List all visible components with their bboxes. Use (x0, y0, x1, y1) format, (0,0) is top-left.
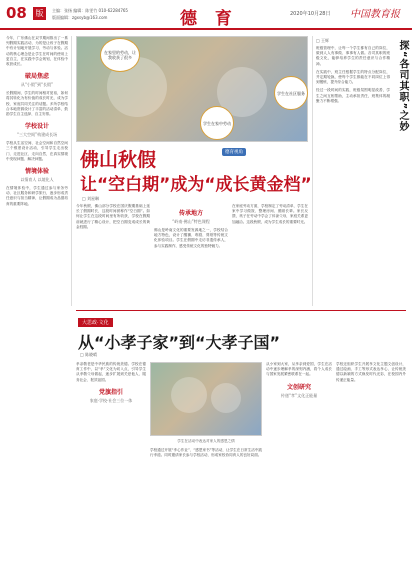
right-column (316, 38, 390, 104)
main-subhead: 传承地方 (178, 210, 203, 217)
quote-bubble-2: 学生在家中劳动 (200, 106, 234, 140)
main-col-1 (76, 204, 150, 230)
main-col-2-text: 佛山是岭南文化的重要发源地之一，学校结合地方特色，设计了醒狮、粤剧、剪纸等传统文化体验项目。学生在假期中走访非遗传承人，参与实践制作，感受传统文化的独特魅力。 (154, 228, 228, 248)
bottom-col-1 (76, 362, 146, 407)
bottom-photo-caption: 学生在活动中表达对家人的感恩之情 (177, 439, 235, 443)
bottom-kicker: 大思政·文化 (78, 318, 113, 327)
section-1-text: 长假期间，学生的时间相对宽裕，如何将其转化为有价值的成长时光，成为学校、家庭共同关注的话题。多所学校结合本地资源设计了丰富的活动清单，鼓励学生自主选择、自主安排。 (6, 91, 68, 117)
story-kicker: 德育视角 (222, 148, 246, 156)
right-text-2: 在实践中，班主任根据学生的特点分配岗位，并定期轮换，使每个学生都能在不同岗位上得到锻炼，提升综合能力。 (316, 69, 390, 85)
main-col-3-text: 在家庭劳动方面，学校制定了劳动清单，学生在家中学习做饭、整理房间、照顾长辈。家长反馈，孩子在劳动中学会了体谅父母，家庭关系更加融洽。这段秋假，成为学生成长的重要时光。 (232, 204, 308, 224)
bottom-byline: □ 陈晓晴 (80, 352, 98, 357)
main-col-2 (154, 204, 228, 249)
editor-email: 版面编辑：zgxsyb@163.com (52, 15, 108, 20)
quote-bubble-1: 在家里的劳动，让我收获了很多 (100, 38, 140, 72)
bottom-subhead-1: 党旗指引 (98, 388, 123, 396)
story-divider (76, 310, 406, 311)
main-headline-line2: 让“空白期”成为“成长黄金档” (80, 175, 312, 195)
right-text-1: 班级管理中，让每一个学生都有自己的岗位，做到人人有事做、事事有人做。各司其职的班级文化，能够培养学生的责任意识与合作精神。 (316, 46, 390, 66)
page-tag: 版 (33, 7, 46, 20)
left-column (6, 36, 68, 207)
issue-date: 2020年10月28日 (290, 11, 331, 17)
bottom-headline: 从“小孝子家”到“大孝子国” (78, 333, 281, 352)
quote-bubble-3: 学生在社区服务 (274, 76, 308, 110)
section-3-text: 在情境体验中，学生通过参与家务劳动、社区服务和研学旅行，逐步形成责任意识与担当精神，让假期成为品德培育的重要阵地。 (6, 186, 68, 206)
main-byline: □ 刘星琳 (82, 196, 100, 201)
bottom-photo (150, 362, 262, 436)
bottom-col-3 (266, 362, 332, 402)
page-header (0, 0, 412, 30)
subhead-3: 情境体验 (24, 168, 49, 176)
intro-text: 今年，广东佛山在双节期间推出了一系列假期实践活动，为的是让孩子在假期中有计划地开展学习、劳动与体验。活动的核心理念是让学生在时间的使用上更自主，在实践中学会规划，在体验中收获成长。 (6, 36, 68, 67)
bottom-subhead-1-sub: 家庭·学校·社会三位一体 (89, 397, 133, 403)
section-2-text: 学校从生活空间、社会空间和自然空间三个维度设计活动，引导学生走出校门、走进社区、走向自然，在真实情境中发现问题、解决问题。 (6, 141, 68, 161)
subhead-2: 学校设计 (24, 123, 49, 131)
subhead-3-sub: 以情育人 以境化人 (20, 177, 54, 183)
main-headline-line1: 佛山秋假 (80, 149, 157, 171)
main-subhead-sub: “岭南·佛山”特色课程 (172, 219, 210, 224)
bottom-col-1-text: 孝亲敬老是中华民族的传统美德。学校在德育工作中，以“孝”文化为切入点，引导学生从孝敬父母做起，逐步扩展到关爱他人、服务社会、报效祖国。 (76, 362, 146, 382)
page-number: 08 (6, 4, 27, 22)
subhead-1: 破局焦虑 (24, 73, 49, 81)
right-column-divider (312, 36, 313, 306)
subhead-1-sub: 从“小假”到“长假” (20, 82, 54, 88)
bottom-col-4 (336, 362, 406, 383)
subhead-2-sub: “三大空间”构建成长场 (16, 132, 58, 138)
main-col-3 (232, 204, 308, 225)
bottom-subhead-2: 文创研究 (286, 383, 311, 391)
editor-info: 主编：张扬 编辑：陈雯竹 010-62284765 (52, 8, 128, 13)
bottom-col-4-text: 学校还组织学生开展孝文化主题文创设计，通过绘画、手工等形式表达孝心，让传统美德以新颖的方式焕发时代光彩，在校园内外传递正能量。 (336, 362, 406, 382)
section-title: 德 育 (180, 9, 238, 29)
column-divider (71, 36, 72, 306)
main-col-1-text: 今年秋假，佛山部分学校在国庆假期基础上延长了假期时长，这段时间被称作“空白期”。如何让学生在这段时间里有所收获，学校在假期前就进行了精心设计，把空白期变成成长的黄金档期。 (76, 204, 150, 229)
bottom-col-3-text: 从小家到大家，从孝亲到爱国，学生在活动中逐步理解孝的深刻内涵，将个人成长与国家发展紧密联系在一起。 (266, 362, 332, 377)
bottom-subhead-2-sub: 传递“孝”文化正能量 (280, 392, 318, 398)
side-headline: 探“各司其职”之妙 (397, 40, 408, 133)
bottom-col-2-text: 学校通过开展“孝心作业”、“感恩家书”等活动，让学生在日常生活中践行孝道。同时邀请家长参与学校活动，形成家校协同育人的良好局面。 (150, 448, 262, 458)
right-byline: □ 王辉 (316, 38, 330, 43)
bottom-col-2 (150, 448, 262, 458)
masthead-logo: 中国教育报 (350, 9, 400, 20)
right-text-3: 经过一段时间的实践，班级氛围明显改善，学生之间互相帮助，主动承担责任，班集体的凝聚力不断增强。 (316, 88, 390, 103)
